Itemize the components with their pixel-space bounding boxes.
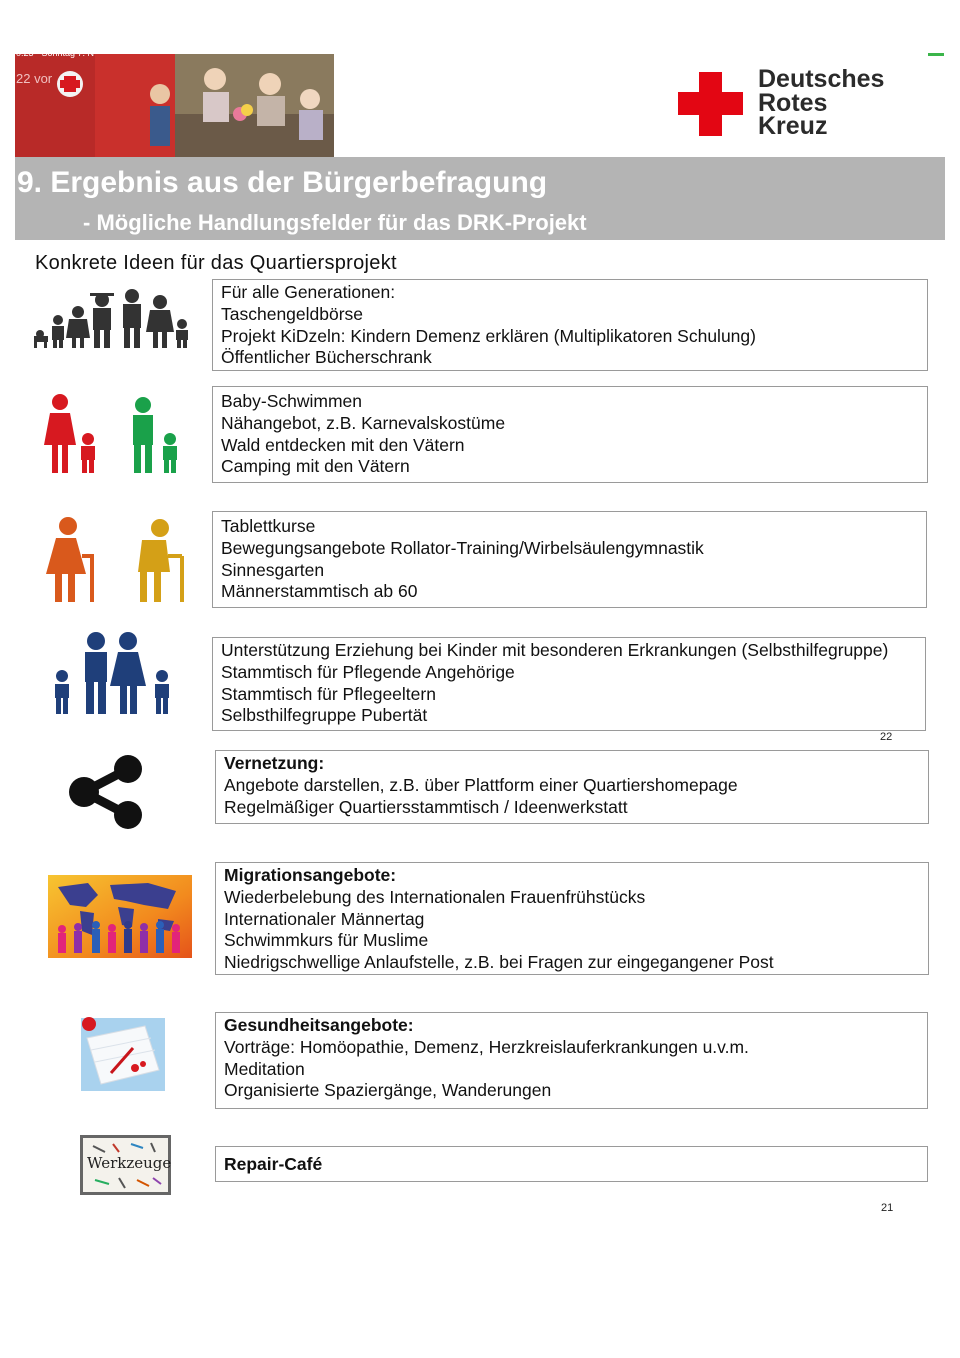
idea-line: Meditation [224,1058,305,1079]
idea-line: Baby-Schwimmen [221,391,363,411]
idea-box-generations [212,279,928,371]
idea-box-seniors [212,511,927,608]
logo-line-2: Rotes [758,88,828,117]
idea-title: Migrationsangebote: [224,865,397,885]
idea-box-family [212,637,926,731]
idea-line: Für alle Generationen: [221,282,396,302]
corner-mark [928,53,944,60]
idea-line: Taschengeldbörse [221,303,364,324]
idea-line: Unterstützung Erziehung bei Kinder mit besonderen Erkrankungen (Selbsthilfegruppe) [221,640,889,660]
idea-line: Camping mit den Vätern [221,456,410,477]
idea-box-parents [212,386,928,483]
logo-text [758,65,885,140]
health-mask-icon [81,1018,165,1091]
idea-line: Öffentlicher Bücherschrank [221,347,432,368]
idea-line: Vorträge: Homöopathie, Demenz, Herzkreislauferkrankungen u.v.m. [224,1036,749,1057]
idea-line: Sinnesgarten [221,559,325,580]
idea-line: Organisierte Spaziergänge, Wanderungen [224,1080,552,1101]
seniors-icon [38,516,190,606]
idea-title: Gesundheitsangebote: [224,1015,414,1035]
idea-title: Repair-Café [224,1154,323,1174]
idea-line: Selbsthilfegruppe Pubertät [221,705,428,726]
page-subtitle: - Mögliche Handlungsfelder für das DRK-Projekt [83,210,587,235]
idea-line: Projekt KiDzeln: Kindern Demenz erklären (Multiplikatoren Schulung) [221,325,756,346]
idea-line: Tablettkurse [221,516,316,536]
idea-title: Vernetzung: [224,753,325,773]
idea-line: Regelmäßiger Quartiersstammtisch / Ideenwerkstatt [224,796,628,817]
idea-line: Wiederbelebung des Internationalen Frauenfrühstücks [224,886,646,907]
red-cross-logo-icon [678,72,743,136]
idea-line: Schwimmkurs für Muslime [224,930,429,951]
section-heading: Konkrete Ideen für das Quartiersprojekt [35,252,397,274]
family-generations-icon [28,286,193,350]
idea-box-repair [215,1146,928,1182]
photo-overlay-text: 0:23 · Sonntag 7. N [16,48,95,58]
idea-line: Internationaler Männertag [224,908,425,929]
idea-line: Niedrigschwellige Anlaufstelle, z.B. bei Fragen zur eingegangener Post [224,952,774,973]
idea-line: Stammtisch für Pflegeeltern [221,683,436,704]
world-map-people-icon [48,875,192,958]
idea-line: Männerstammtisch ab 60 [221,581,418,602]
family-icon [50,632,178,716]
share-network-icon [68,754,144,830]
page-title: 9. Ergebnis aus der Bürgerbefragung [17,166,548,199]
idea-box-migration [215,862,929,975]
tools-sign-icon [80,1135,171,1195]
tools-sign-text: Werkzeuge [87,1154,172,1172]
idea-line: Wald entdecken mit den Vätern [221,434,465,455]
idea-line: Stammtisch für Pflegende Angehörige [221,661,515,682]
page-number-upper: 22 [880,731,893,743]
logo-line-3: Kreuz [758,112,828,140]
parent-child-icon [40,393,185,475]
idea-line: Bewegungsangebote Rollator-Training/Wirbelsäulengymnastik [221,537,704,558]
header-photo [15,48,334,157]
idea-line: Nähangebot, z.B. Karnevalskostüme [221,412,506,433]
idea-box-health [215,1012,928,1109]
idea-line: Angebote darstellen, z.B. über Plattform einer Quartiershomepage [224,774,738,795]
photo-overlay-text-2: 22 vor [16,71,53,86]
page-number-lower: 21 [881,1202,894,1214]
idea-box-networking [215,750,929,824]
logo-line-1: Deutsches [758,65,885,93]
